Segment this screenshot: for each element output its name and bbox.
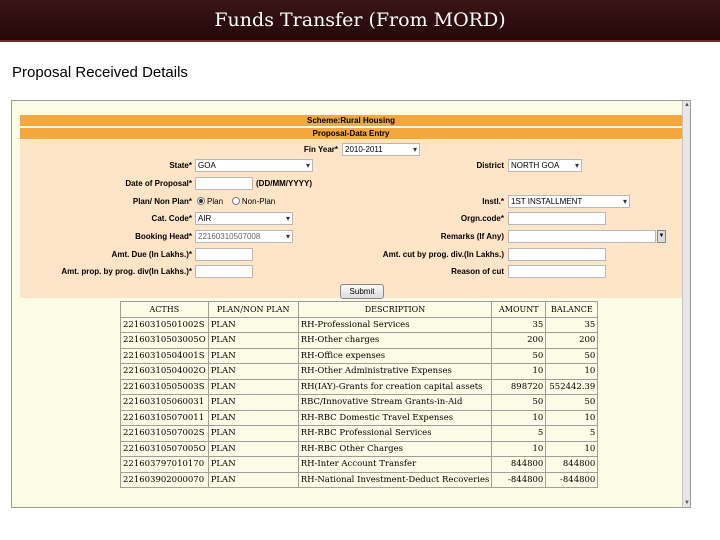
cell-acths: 22160310505003S bbox=[121, 379, 209, 395]
table-row bbox=[121, 317, 598, 333]
date-of-proposal-label: Date of Proposal* bbox=[125, 179, 192, 188]
cell-description: RH(IAY)-Grants for creation capital assets bbox=[298, 379, 492, 395]
submit-button[interactable]: Submit bbox=[340, 284, 384, 299]
amount-due-label: Amt. Due (In Lakhs.)* bbox=[111, 250, 192, 259]
booking-head-select[interactable]: 22160310507008 ▾ bbox=[195, 230, 293, 243]
remarks-input[interactable] bbox=[508, 230, 656, 243]
account-heads-table bbox=[120, 301, 598, 488]
cell-plan: PLAN bbox=[208, 457, 298, 473]
instl-select[interactable]: 1ST INSTALLMENT ▾ bbox=[508, 195, 630, 208]
cell-balance: 552442.39 bbox=[546, 379, 598, 395]
table-row bbox=[121, 364, 598, 380]
reason-of-cut-input[interactable] bbox=[508, 265, 606, 278]
cell-acths: 22160310501002S bbox=[121, 317, 209, 333]
proposal-form bbox=[20, 140, 682, 298]
cell-plan: PLAN bbox=[208, 441, 298, 457]
reason-of-cut-label: Reason of cut bbox=[451, 267, 504, 276]
plan-radio-group bbox=[197, 196, 275, 208]
cell-plan: PLAN bbox=[208, 395, 298, 411]
table-row bbox=[121, 410, 598, 426]
cell-plan: PLAN bbox=[208, 364, 298, 380]
plan-label: Plan/ Non Plan* bbox=[132, 197, 192, 206]
table-row bbox=[121, 333, 598, 349]
date-of-proposal-input[interactable] bbox=[195, 177, 253, 190]
cat-code-label: Cat. Code* bbox=[151, 214, 192, 223]
cell-balance: 844800 bbox=[546, 457, 598, 473]
table-row bbox=[121, 395, 598, 411]
fin-year-select[interactable]: 2010-2011 ▾ bbox=[342, 143, 420, 156]
cell-balance: 10 bbox=[546, 441, 598, 457]
table-row bbox=[121, 457, 598, 473]
cell-amount: 50 bbox=[492, 348, 546, 364]
state-label: State* bbox=[169, 161, 192, 170]
cat-code-select[interactable]: AIR ▾ bbox=[195, 212, 293, 225]
non-plan-radio[interactable] bbox=[232, 197, 240, 205]
table-row bbox=[121, 472, 598, 488]
cell-balance: 5 bbox=[546, 426, 598, 442]
cell-amount: 50 bbox=[492, 395, 546, 411]
col-header-acths: ACTHS bbox=[121, 302, 209, 318]
cell-balance: 50 bbox=[546, 395, 598, 411]
cell-description: RH-Office expenses bbox=[298, 348, 492, 364]
cell-amount: 200 bbox=[492, 333, 546, 349]
scheme-header: Scheme:Rural Housing bbox=[20, 115, 682, 126]
table-row bbox=[121, 348, 598, 364]
table-header-row bbox=[121, 302, 598, 318]
cell-acths: 22160310507002S bbox=[121, 426, 209, 442]
cell-balance: 35 bbox=[546, 317, 598, 333]
cell-balance: 10 bbox=[546, 364, 598, 380]
cell-acths: 221603797010170 bbox=[121, 457, 209, 473]
non-plan-option-label: Non-Plan bbox=[241, 197, 276, 206]
cell-amount: 10 bbox=[492, 364, 546, 380]
cell-amount: -844800 bbox=[492, 472, 546, 488]
col-header-description: DESCRIPTION bbox=[298, 302, 492, 318]
cell-acths: 22160310503005O bbox=[121, 333, 209, 349]
embedded-form-frame bbox=[11, 100, 691, 508]
remarks-dropdown-icon[interactable]: ▼ bbox=[657, 230, 666, 243]
cell-description: RH-RBC Professional Services bbox=[298, 426, 492, 442]
col-header-balance: BALANCE bbox=[546, 302, 598, 318]
cell-balance: -844800 bbox=[546, 472, 598, 488]
cell-plan: PLAN bbox=[208, 426, 298, 442]
cell-acths: 221603105070011 bbox=[121, 410, 209, 426]
district-select[interactable]: NORTH GOA ▾ bbox=[508, 159, 582, 172]
cell-description: RH-Inter Account Transfer bbox=[298, 457, 492, 473]
cell-plan: PLAN bbox=[208, 317, 298, 333]
col-header-plan: PLAN/NON PLAN bbox=[208, 302, 298, 318]
orgn-code-label: Orgn.code* bbox=[460, 214, 504, 223]
cell-description: RH-RBC Domestic Travel Expenses bbox=[298, 410, 492, 426]
cell-acths: 22160310504002O bbox=[121, 364, 209, 380]
table-row bbox=[121, 441, 598, 457]
cell-description: RH-National Investment-Deduct Recoveries bbox=[298, 472, 492, 488]
cell-description: RH-RBC Other Charges bbox=[298, 441, 492, 457]
cell-amount: 898720 bbox=[492, 379, 546, 395]
plan-option-label: Plan bbox=[207, 197, 224, 206]
scroll-up-icon[interactable]: ▲ bbox=[684, 102, 690, 108]
date-format-hint: (DD/MM/YYYY) bbox=[256, 179, 312, 188]
cell-acths: 22160310507005O bbox=[121, 441, 209, 457]
cell-description: RH-Professional Services bbox=[298, 317, 492, 333]
page-title: Funds Transfer (From MORD) bbox=[0, 0, 720, 42]
cell-description: RH-Other charges bbox=[298, 333, 492, 349]
cell-plan: PLAN bbox=[208, 333, 298, 349]
cell-acths: 22160310504001S bbox=[121, 348, 209, 364]
scroll-down-icon[interactable]: ▼ bbox=[684, 500, 690, 506]
cell-acths: 221603902000070 bbox=[121, 472, 209, 488]
district-label: District bbox=[476, 161, 504, 170]
table-row bbox=[121, 426, 598, 442]
amount-proposed-label: Amt. prop. by prog. div(In Lakhs.)* bbox=[61, 267, 192, 276]
cell-plan: PLAN bbox=[208, 472, 298, 488]
cell-plan: PLAN bbox=[208, 379, 298, 395]
section-subtitle: Proposal Received Details bbox=[12, 64, 188, 81]
cell-plan: PLAN bbox=[208, 410, 298, 426]
amount-cut-input[interactable] bbox=[508, 248, 606, 261]
remarks-label: Remarks (If Any) bbox=[440, 232, 504, 241]
table-row bbox=[121, 379, 598, 395]
amount-proposed-input[interactable] bbox=[195, 265, 253, 278]
booking-head-label: Booking Head* bbox=[135, 232, 192, 241]
plan-radio[interactable] bbox=[197, 197, 205, 205]
entry-header: Proposal-Data Entry bbox=[20, 128, 682, 139]
orgn-code-input[interactable] bbox=[508, 212, 606, 225]
cell-plan: PLAN bbox=[208, 348, 298, 364]
amount-cut-label: Amt. cut by prog. div.(In Lakhs.) bbox=[382, 250, 504, 259]
state-select[interactable]: GOA ▾ bbox=[195, 159, 313, 172]
cell-balance: 200 bbox=[546, 333, 598, 349]
cell-amount: 10 bbox=[492, 441, 546, 457]
cell-description: RBC/Innovative Stream Grants-in-Aid bbox=[298, 395, 492, 411]
cell-amount: 5 bbox=[492, 426, 546, 442]
cell-amount: 35 bbox=[492, 317, 546, 333]
cell-balance: 50 bbox=[546, 348, 598, 364]
fin-year-label: Fin Year* bbox=[303, 145, 338, 154]
amount-due-input[interactable] bbox=[195, 248, 253, 261]
cell-acths: 221603105060031 bbox=[121, 395, 209, 411]
cell-balance: 10 bbox=[546, 410, 598, 426]
cell-description: RH-Other Administrative Expenses bbox=[298, 364, 492, 380]
cell-amount: 10 bbox=[492, 410, 546, 426]
col-header-amount: AMOUNT bbox=[492, 302, 546, 318]
cell-amount: 844800 bbox=[492, 457, 546, 473]
instl-label: Instl.* bbox=[482, 197, 504, 206]
vertical-scrollbar[interactable] bbox=[682, 101, 690, 507]
